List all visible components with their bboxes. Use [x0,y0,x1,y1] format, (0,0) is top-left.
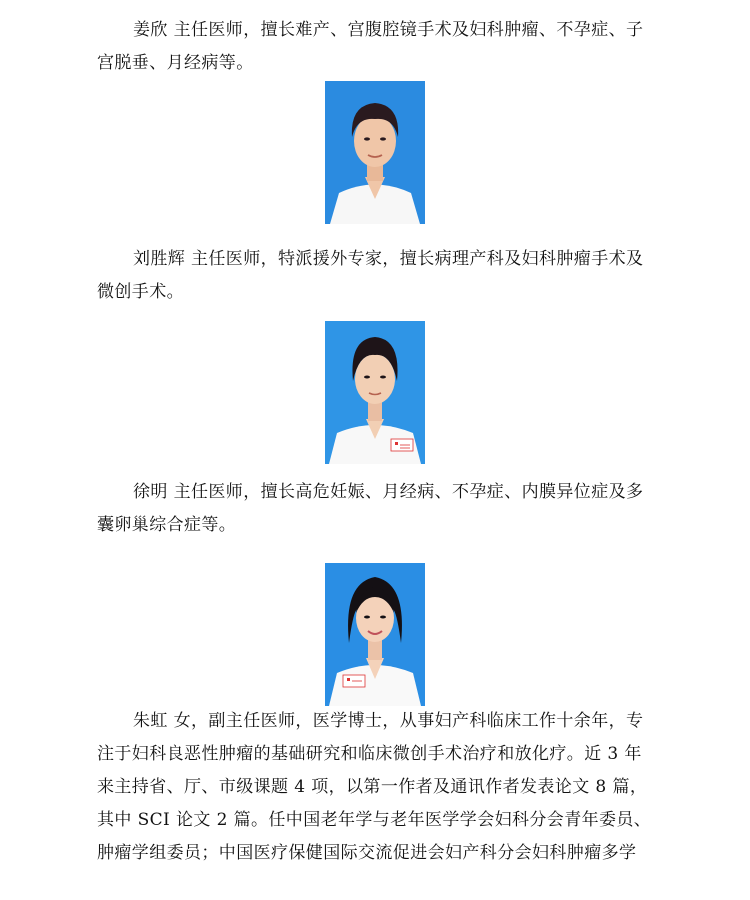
doctor-description-2: 刘胜辉 主任医师，特派援外专家，擅长病理产科及妇科肿瘤手术及微创手术。 [97,249,644,302]
doctor-portrait-3 [325,563,425,706]
doctor-photo-2 [325,321,425,464]
doctor-photo-3 [325,563,425,706]
hospital-badge-icon [391,439,413,451]
hospital-badge-icon [343,675,365,687]
doctor-portrait-2 [325,321,425,464]
doctor-description-1: 姜欣 主任医师，擅长难产、宫腹腔镜手术及妇科肿瘤、不孕症、子宫脱垂、月经病等。 [97,20,644,73]
doctor-description-4: 朱虹 女，副主任医师，医学博士，从事妇产科临床工作十余年，专注于妇科良恶性肿瘤的基础研究和临床微创手术治疗和放化疗。近 3 年来主持省、厅、市级课题 4 项，以第一作者及通讯作者发表论文 8 篇，其中 SCI 论文 2 篇。任中国老年学与老年医学学会妇科分会青年委员、肿瘤学组委员；中国医疗保健国际交流促进会妇产科分会妇科肿瘤多学 [97,711,652,863]
doctor-photo-1 [325,81,425,224]
doctor-description-3: 徐明 主任医师，擅长高危妊娠、月经病、不孕症、内膜异位症及多囊卵巢综合症等。 [97,482,644,535]
doctor-portrait-1 [325,81,425,224]
